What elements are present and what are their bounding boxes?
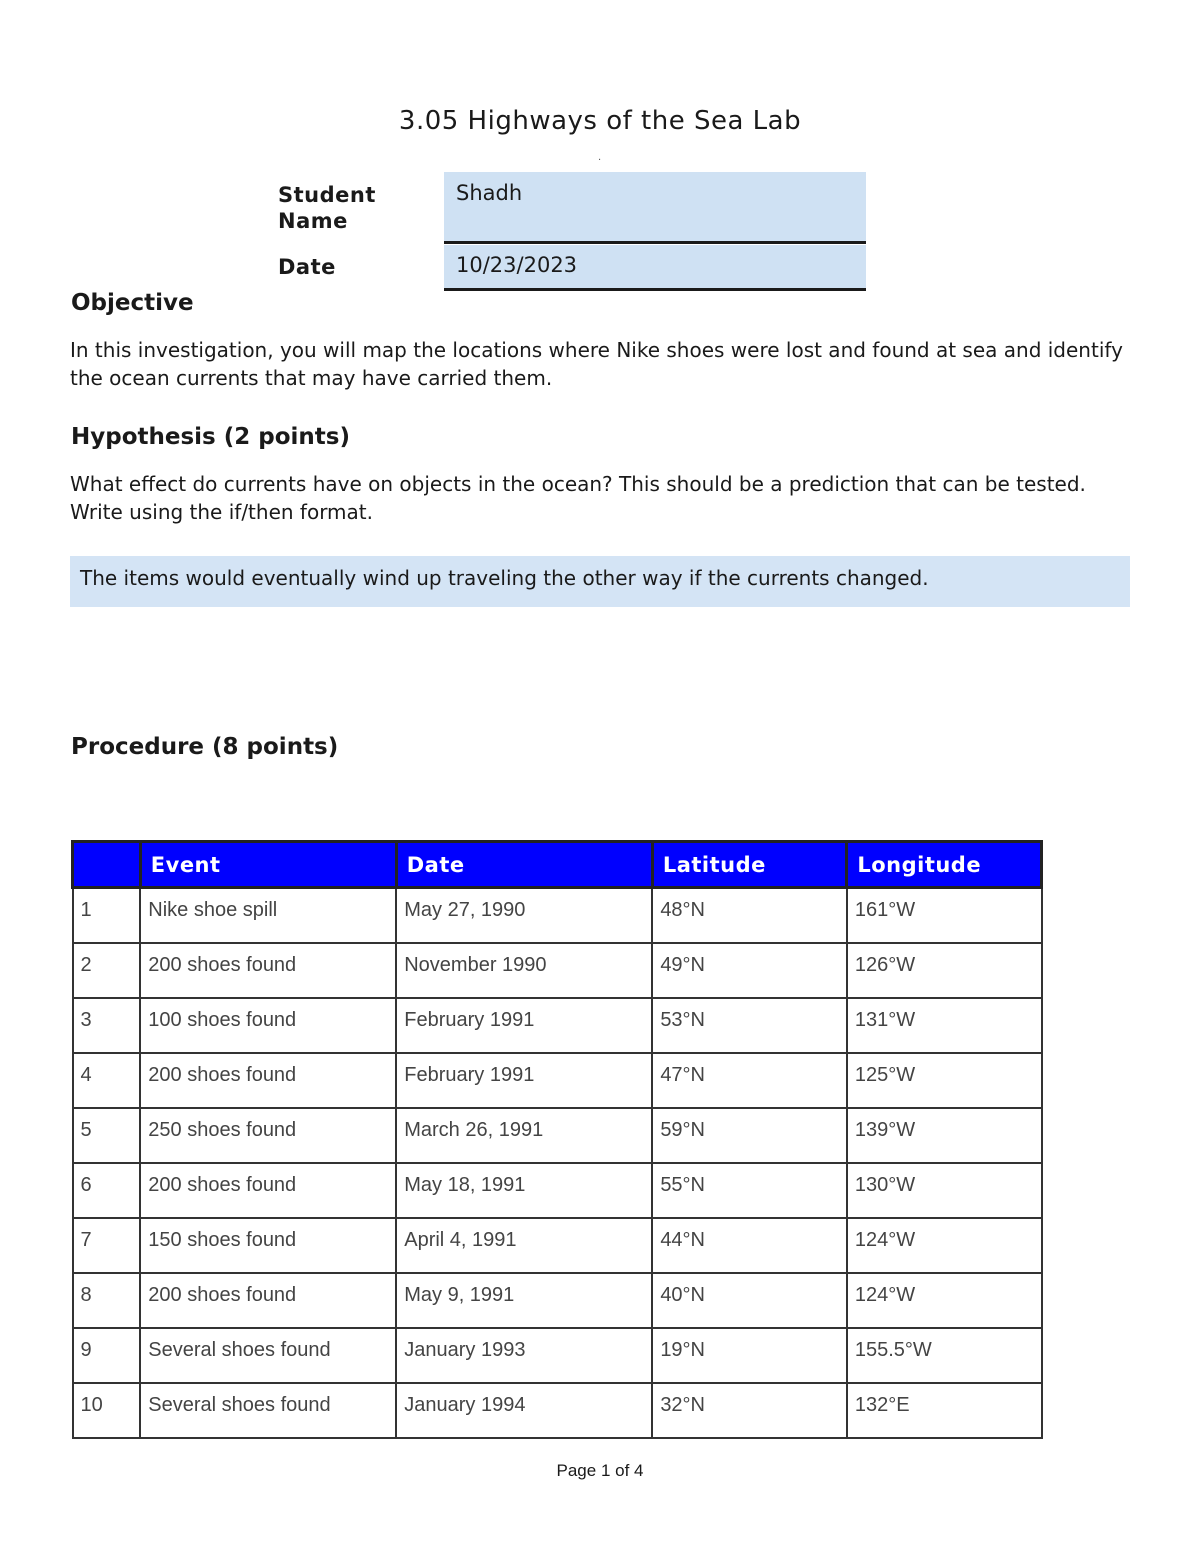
header-cell: Latitude (652, 842, 847, 888)
table-cell: 10 (73, 1383, 141, 1438)
table-cell: 9 (73, 1328, 141, 1383)
table-cell: 53°N (652, 998, 847, 1053)
header-cell: Event (140, 842, 396, 888)
student-name-label: Student Name (278, 183, 376, 233)
header-cell (73, 842, 141, 888)
table-cell: 124°W (847, 1273, 1042, 1328)
table-cell: May 27, 1990 (396, 888, 652, 943)
table-cell: 6 (73, 1163, 141, 1218)
table-cell: February 1991 (396, 1053, 652, 1108)
table-cell: Several shoes found (140, 1383, 396, 1438)
table-cell: 48°N (652, 888, 847, 943)
title-dot: . (598, 152, 602, 163)
table-cell: Nike shoe spill (140, 888, 396, 943)
table-cell: 126°W (847, 943, 1042, 998)
hypothesis-answer-box[interactable]: The items would eventually wind up traveling the other way if the currents changed. (70, 556, 1130, 607)
page-footer: Page 1 of 4 (556, 1461, 644, 1480)
table-cell: January 1993 (396, 1328, 652, 1383)
table-cell: 59°N (652, 1108, 847, 1163)
table-cell: 131°W (847, 998, 1042, 1053)
table-row (73, 888, 1042, 943)
table-row (73, 1273, 1042, 1328)
table-header-row (73, 842, 1042, 888)
shoe-data-table (71, 840, 1043, 1439)
table-row (73, 1108, 1042, 1163)
table-cell: January 1994 (396, 1383, 652, 1438)
table-cell: 19°N (652, 1328, 847, 1383)
document-title: 3.05 Highways of the Sea Lab (398, 106, 802, 136)
table-cell: 100 shoes found (140, 998, 396, 1053)
table-row (73, 1328, 1042, 1383)
table-cell: 132°E (847, 1383, 1042, 1438)
table-cell: 130°W (847, 1163, 1042, 1218)
table-row (73, 1383, 1042, 1438)
table-cell: 124°W (847, 1218, 1042, 1273)
table-cell: 200 shoes found (140, 1273, 396, 1328)
table-cell: 1 (73, 888, 141, 943)
date-label: Date (278, 255, 336, 279)
table-cell: April 4, 1991 (396, 1218, 652, 1273)
table-row (73, 1053, 1042, 1108)
hypothesis-prompt: What effect do currents have on objects in the ocean? This should be a prediction that can be tested. Write using the if/then format. (70, 472, 1086, 524)
table-row (73, 998, 1042, 1053)
hypothesis-heading: Hypothesis (2 points) (71, 424, 350, 450)
table-cell: February 1991 (396, 998, 652, 1053)
table-cell: 32°N (652, 1383, 847, 1438)
header-cell: Date (396, 842, 652, 888)
table-cell: November 1990 (396, 943, 652, 998)
table-cell: 150 shoes found (140, 1218, 396, 1273)
table-cell: 55°N (652, 1163, 847, 1218)
objective-text: In this investigation, you will map the locations where Nike shoes were lost and found at sea and identify the ocean currents that may have carried them. (70, 338, 1123, 390)
table-cell: 4 (73, 1053, 141, 1108)
table-cell: Several shoes found (140, 1328, 396, 1383)
table-cell: 125°W (847, 1053, 1042, 1108)
objective-heading: Objective (71, 290, 194, 316)
table-row (73, 1163, 1042, 1218)
table-cell: May 9, 1991 (396, 1273, 652, 1328)
table-cell: 49°N (652, 943, 847, 998)
table-cell: 155.5°W (847, 1328, 1042, 1383)
table-cell: May 18, 1991 (396, 1163, 652, 1218)
table-cell: 3 (73, 998, 141, 1053)
header-cell: Longitude (847, 842, 1042, 888)
table-cell: 200 shoes found (140, 1163, 396, 1218)
student-name-field[interactable]: Shadh (444, 172, 866, 244)
table-cell: 40°N (652, 1273, 847, 1328)
table-cell: 161°W (847, 888, 1042, 943)
table-cell: 8 (73, 1273, 141, 1328)
table-cell: 200 shoes found (140, 943, 396, 998)
table-cell: 44°N (652, 1218, 847, 1273)
table-row (73, 943, 1042, 998)
procedure-heading: Procedure (8 points) (71, 734, 339, 760)
table-cell: 7 (73, 1218, 141, 1273)
table-cell: March 26, 1991 (396, 1108, 652, 1163)
table-cell: 200 shoes found (140, 1053, 396, 1108)
table-cell: 2 (73, 943, 141, 998)
table-cell: 139°W (847, 1108, 1042, 1163)
table-cell: 47°N (652, 1053, 847, 1108)
table-cell: 5 (73, 1108, 141, 1163)
table-cell: 250 shoes found (140, 1108, 396, 1163)
date-field[interactable]: 10/23/2023 (444, 245, 866, 291)
table-row (73, 1218, 1042, 1273)
